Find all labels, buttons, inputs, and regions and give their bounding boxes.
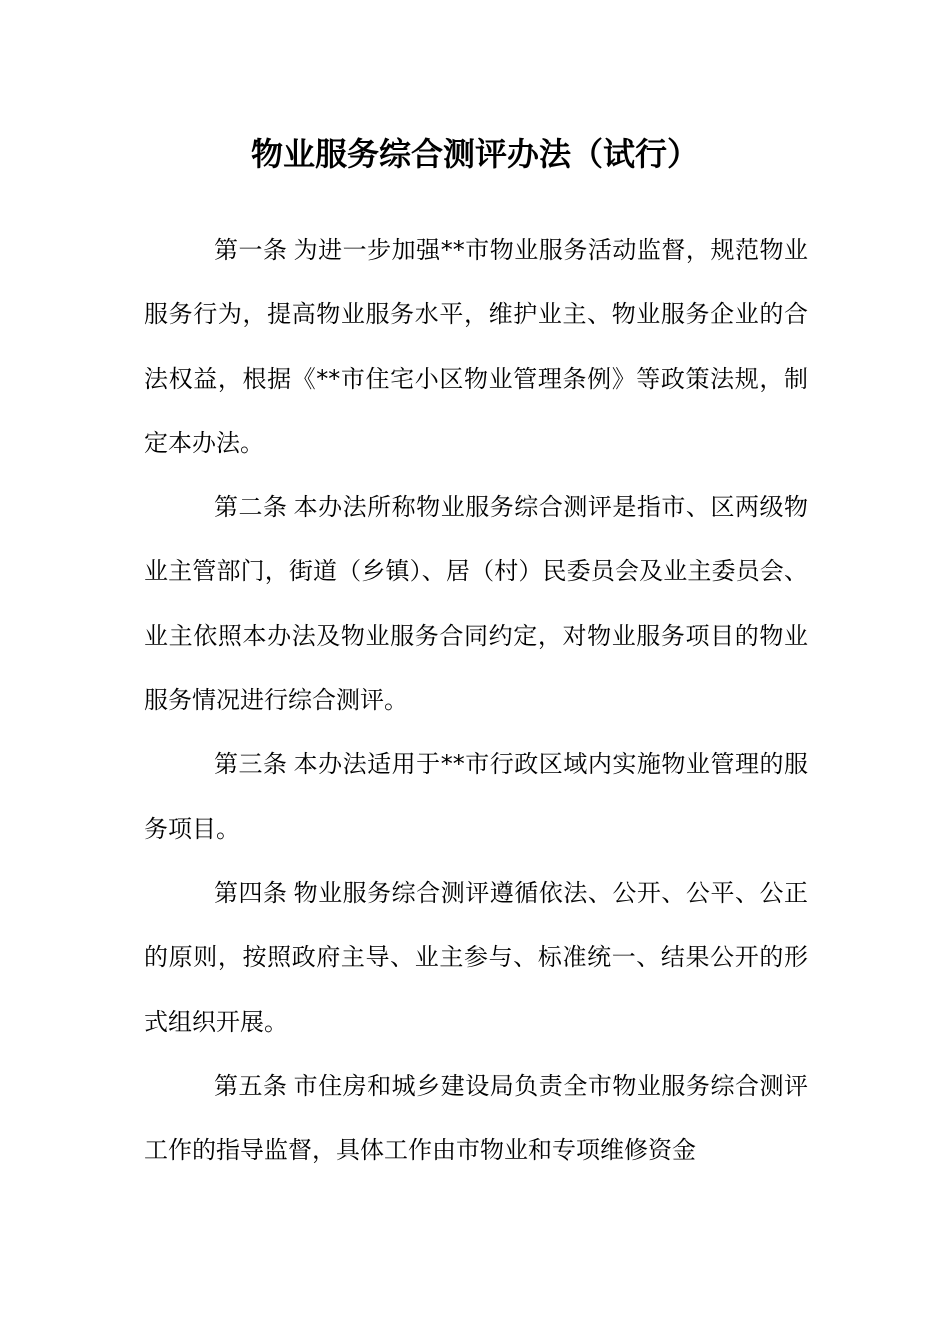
article-text: 为进一步加强**市物业服务活动监督，规范物业服务行为，提高物业服务水平，维护业主、物业服务企业的合法权益，根据《**市住宅小区物业管理条例》等政策法规，制定本办法。 — [144, 236, 809, 457]
document-title: 物业服务综合测评办法（试行） — [250, 135, 699, 173]
article-text: 市住房和城乡建设局负责全市物业服务综合测评工作的指导监督，具体工作由市物业和专项维修资金 — [144, 1071, 809, 1165]
article-text: 本办法所称物业服务综合测评是指市、区两级物业主管部门，街道（乡镇）、居（村）民委员会及业主委员会、业主依照本办法及物业服务合同约定，对物业服务项目的物业服务情况进行综合测评。 — [144, 493, 809, 715]
article-label: 第二条 — [214, 493, 288, 522]
article-label: 第一条 — [214, 236, 288, 264]
article-label: 第五条 — [214, 1071, 288, 1100]
article-2 — [144, 475, 808, 732]
article-label: 第四条 — [214, 878, 288, 907]
article-text: 物业服务综合测评遵循依法、公开、公平、公正的原则，按照政府主导、业主参与、标准统一、结果公开的形式组织开展。 — [144, 878, 809, 1036]
document-body — [144, 218, 808, 1182]
article-4 — [144, 861, 808, 1054]
article-label: 第三条 — [214, 750, 288, 779]
article-3 — [144, 732, 808, 861]
article-1 — [144, 218, 808, 475]
article-text: 本办法适用于**市行政区域内实施物业管理的服务项目。 — [144, 750, 809, 843]
article-5 — [144, 1054, 808, 1183]
